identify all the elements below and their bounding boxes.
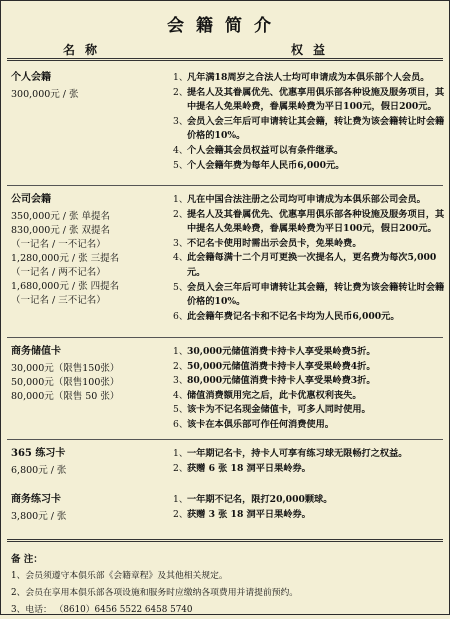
section-name: 商务储值卡 <box>11 346 61 357</box>
section-name: 商务练习卡 <box>11 494 61 505</box>
benefit-item: 6、 该卡在本俱乐部可作任何消费使用。 <box>173 418 334 430</box>
benefit-item: 2、 获赠 6 张 18 洞平日果岭券。 <box>173 462 311 474</box>
section-name: 365 练习卡 <box>11 448 66 459</box>
section-price: （一记名 / 三不记名） <box>11 295 106 306</box>
section-price: 6,800元 / 张 <box>11 465 67 476</box>
section-left <box>11 193 161 308</box>
section-left <box>11 493 161 524</box>
benefit-item: 1、 凡在中国合法注册之公司均可申请成为本俱乐部公司会员。 <box>173 194 426 205</box>
notes-heading: 备 注： <box>11 554 43 565</box>
benefit-item: 1、 凡年满18周岁之合法人士均可申请成为本俱乐部个人会员。 <box>173 72 430 83</box>
section-price: （一记名 / 两不记名） <box>11 267 106 278</box>
section-price: 50,000元（限售100张） <box>11 377 120 388</box>
section-divider <box>7 439 443 440</box>
benefit-item: 4、 个人会籍其会员权益可以有条件继承。 <box>173 144 344 156</box>
benefit-item: 4、 此会籍每满十二个月可更换一次提名人，更名费为每次5,000元。 <box>173 252 437 278</box>
note-item: 3、电话： （8610）6456 5522 6458 5740 <box>11 605 193 615</box>
benefit-item: 4、 储值消费额用完之后，此卡优惠权利丧失。 <box>173 389 362 401</box>
benefit-item: 5、 该卡为不记名现金储值卡，可多人同时使用。 <box>173 404 371 416</box>
page-title: 会籍简介 <box>167 16 283 36</box>
section-price: 3,800元 / 张 <box>11 511 67 522</box>
benefit-item: 6、 此会籍年费记名卡和不记名卡均为人民币6,000元。 <box>173 310 400 322</box>
benefit-item: 2、 获赠 3 张 18 洞平日果岭券。 <box>173 508 311 520</box>
benefit-item: 1、 一年期不记名，限打20,000颗球。 <box>173 494 333 505</box>
column-header-name: 名称 <box>63 43 108 57</box>
section-left <box>11 447 161 478</box>
notes-divider <box>7 539 443 542</box>
section-left <box>11 71 161 102</box>
benefit-item: 5、 个人会籍年费为每年人民币6,000元。 <box>173 159 345 171</box>
benefit-item: 2、 提名人及其眷属优先、优惠享用俱乐部各种设施及服务项目，其中提名人免果岭费，眷属果岭费为平日100元，假日200元。 <box>173 208 445 235</box>
section-price: 1,680,000元 / 张 四提名 <box>11 281 120 292</box>
column-header-benefits: 权益 <box>291 43 336 57</box>
benefit-item: 3、 不记名卡使用时需出示会员卡，免果岭费。 <box>173 237 362 249</box>
section-divider <box>7 185 443 186</box>
benefit-item: 2、 50,000元储值消费卡持卡人享受果岭费4折。 <box>173 360 376 372</box>
section-price: 300,000元 / 张 <box>11 89 79 100</box>
section-divider <box>7 337 443 338</box>
section-price: 80,000元（限售 50 张） <box>11 391 120 402</box>
section-price: 350,000元 / 张 单提名 <box>11 211 111 222</box>
section-price: 1,280,000元 / 张 三提名 <box>11 253 120 264</box>
section-left <box>11 345 161 404</box>
benefit-item: 5、 会员入会三年后可申请转让其会籍，转让费为该会籍转让时会籍价格的10%。 <box>173 281 445 308</box>
benefit-item: 1、 一年期记名卡，持卡人可享有练习球无限畅打之权益。 <box>173 448 408 459</box>
notes <box>11 551 441 619</box>
section-price: （一记名 / 一不记名） <box>11 239 106 250</box>
benefit-item: 3、 会员入会三年后可申请转让其会籍，转让费为该会籍转让时会籍价格的10%。 <box>173 115 445 142</box>
benefit-item: 2、 提名人及其眷属优先、优惠享用俱乐部各种设施及服务项目，其中提名人免果岭费，眷属果岭费为平日100元，假日200元。 <box>173 86 445 113</box>
header-divider <box>7 58 443 61</box>
note-item: 1、会员须遵守本俱乐部《会籍章程》及其他相关规定。 <box>11 571 228 581</box>
section-benefits <box>173 447 445 476</box>
section-name: 个人会籍 <box>11 72 51 83</box>
benefit-item: 1、 30,000元储值消费卡持卡人享受果岭费5折。 <box>173 346 376 357</box>
section-benefits <box>173 71 445 173</box>
section-benefits <box>173 345 445 433</box>
section-benefits <box>173 493 445 522</box>
section-price: 830,000元 / 张 双提名 <box>11 225 111 236</box>
section-benefits <box>173 193 445 324</box>
section-name: 公司会籍 <box>11 194 51 205</box>
note-item: 2、会员在享用本俱乐部各项设施和服务时应缴纳各项费用并请提前预约。 <box>11 588 299 598</box>
section-price: 30,000元（限售150张） <box>11 363 120 374</box>
benefit-item: 3、 80,000元储值消费卡持卡人享受果岭费3折。 <box>173 375 376 387</box>
